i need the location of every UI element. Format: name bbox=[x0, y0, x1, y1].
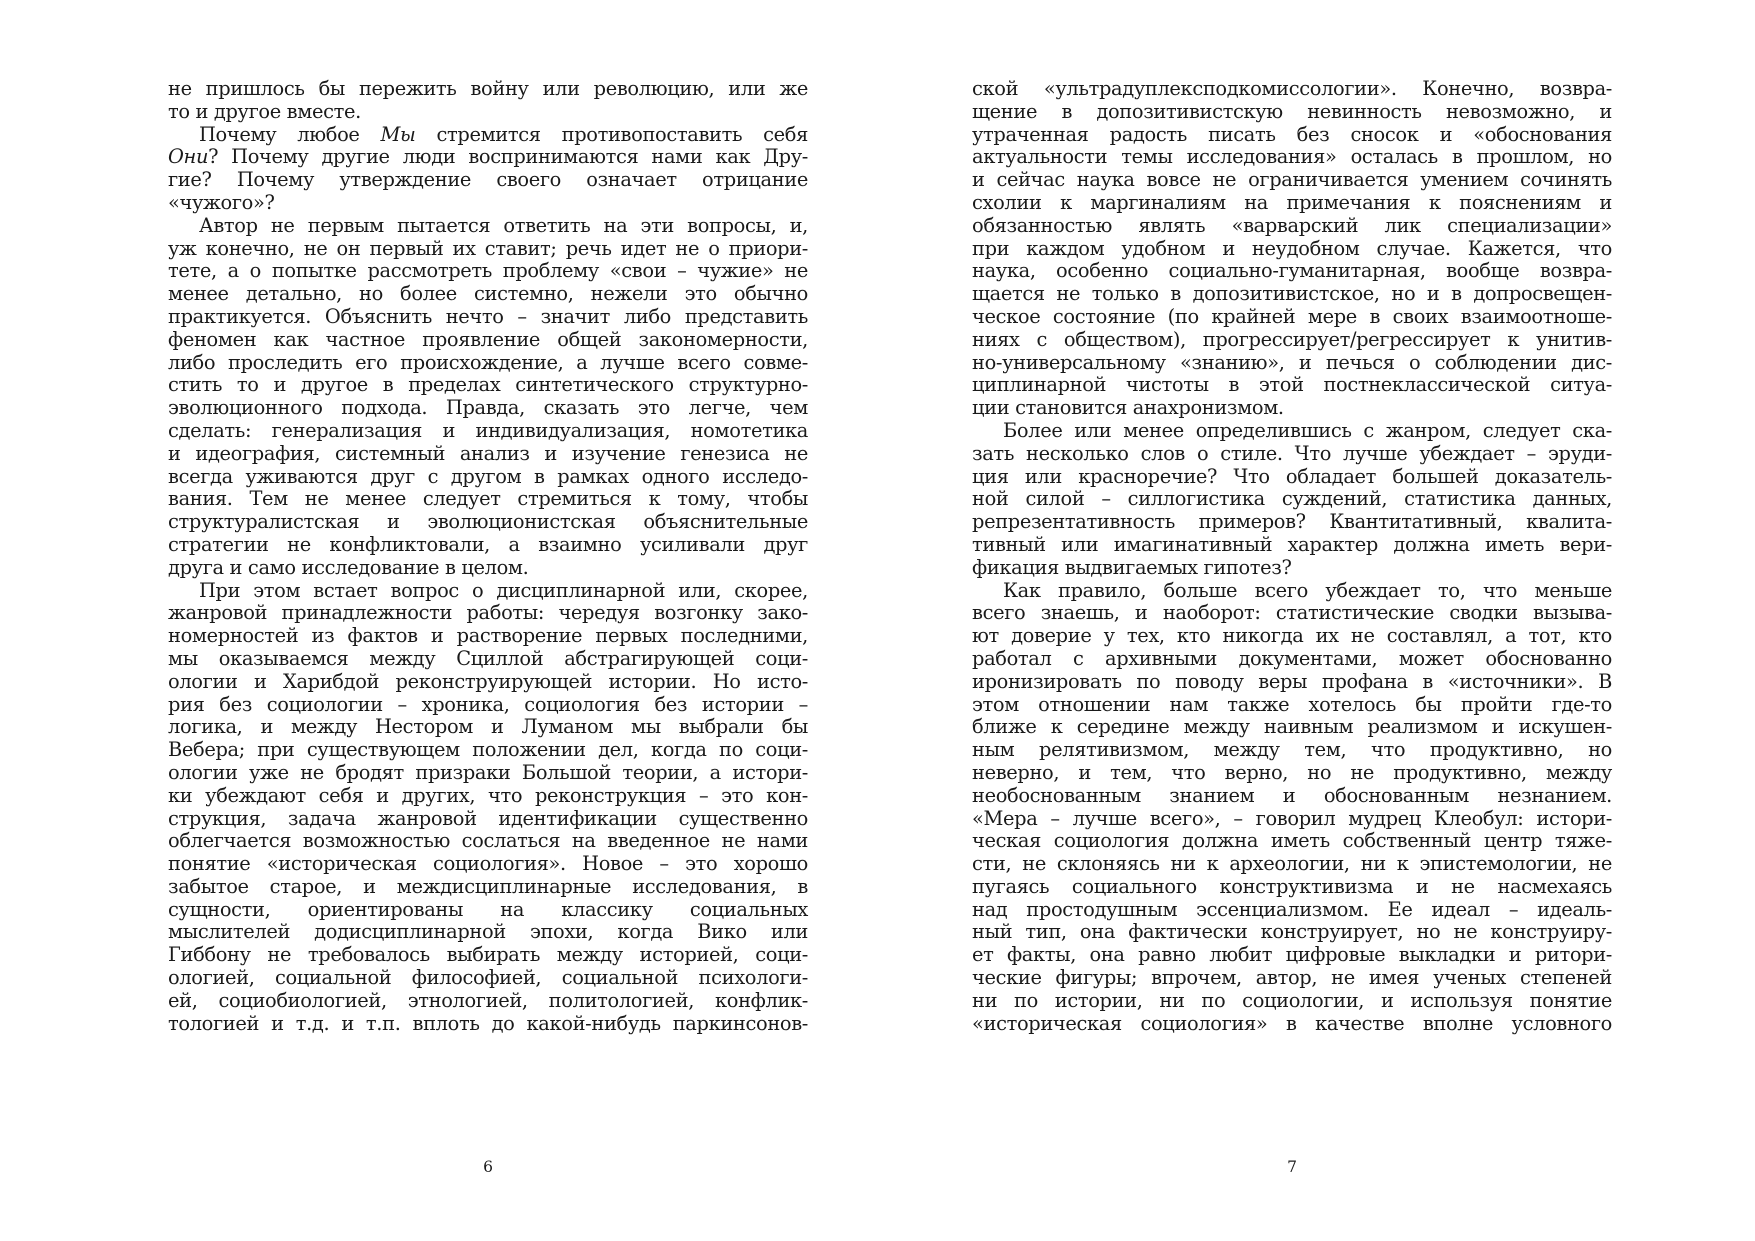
text-line: ным релятивизмом, между тем, что продуктивно, но bbox=[972, 738, 1612, 762]
text-line: Они? Почему другие люди воспринимаются нами как Дру- bbox=[168, 145, 808, 169]
text-line: Более или менее определившись с жанром, следует ска- bbox=[1003, 418, 1612, 442]
text-line: номерностей из фактов и растворение первых последними, bbox=[168, 624, 808, 648]
text-line: ют доверие у тех, кто никогда их не составлял, а тот, кто bbox=[972, 624, 1612, 648]
text-line: понятие «историческая социология». Новое – это хорошо bbox=[168, 852, 808, 876]
text-line: уж конечно, не он первый их ставит; речь идет не о приори- bbox=[168, 236, 808, 260]
text-line: ческие фигуры; впрочем, автор, не имея ученых степеней bbox=[972, 966, 1612, 990]
text-line: практикуется. Объяснить нечто – значит либо представить bbox=[168, 304, 808, 328]
text-line: «Мера – лучше всего», – говорил мудрец Клеобул: истори- bbox=[972, 806, 1612, 830]
text-line: структуралистская и эволюционистская объяснительные bbox=[168, 510, 808, 534]
text-line: ки убеждают себя и других, что реконструкция – это кон- bbox=[168, 783, 808, 807]
text-line: фикация выдвигаемых гипотез? bbox=[972, 555, 1292, 579]
text-line: ческая социология должна иметь собственный центр тяже- bbox=[972, 829, 1612, 853]
left-page bbox=[168, 78, 808, 1178]
text-line: обязанностью являть «варварский лик специализации» bbox=[972, 213, 1612, 237]
text-line: ни по истории, ни по социологии, и используя понятие bbox=[972, 988, 1612, 1012]
text-line: схолии к маргиналиям на примечания к пояснениям и bbox=[972, 190, 1612, 214]
text-line: ниях с обществом), прогрессирует/регрессирует к унитив- bbox=[972, 327, 1612, 351]
text-line: над простодушным эссенциализмом. Ее идеал – идеаль- bbox=[972, 897, 1612, 921]
text-line: Автор не первым пытается ответить на эти вопросы, и, bbox=[199, 213, 808, 237]
text-line: пугаясь социального конструктивизма и не насмехаясь bbox=[972, 874, 1612, 898]
text-line: менее детально, но более системно, нежели это обычно bbox=[168, 282, 808, 306]
text-line: наука, особенно социально-гуманитарная, вообще возвра- bbox=[972, 259, 1612, 283]
text-line: то и другое вместе. bbox=[168, 99, 361, 123]
text-line: либо проследить его происхождение, а лучше всего совме- bbox=[168, 350, 808, 374]
text-line: тете, а о попытке рассмотреть проблему «свои – чужие» не bbox=[168, 259, 808, 283]
text-line: тологией и т.д. и т.п. вплоть до какой-нибудь паркинсонов- bbox=[168, 1011, 808, 1035]
text-line: логика, и между Нестором и Луманом мы выбрали бы bbox=[168, 715, 808, 739]
text-line: необоснованным знанием и обоснованным незнанием. bbox=[972, 783, 1612, 807]
text-line: ческое состояние (по крайней мере в своих взаимоотноше- bbox=[972, 304, 1612, 328]
text-line: при каждом удобном и неудобном случае. Кажется, что bbox=[972, 236, 1612, 260]
page-number-right: 7 bbox=[1287, 1158, 1297, 1176]
text-line: утраченная радость писать без сносок и «обоснования bbox=[972, 122, 1612, 146]
text-line: тивный или имагинативный характер должна иметь вери- bbox=[972, 532, 1612, 556]
text-line: сти, не склоняясь ни к археологии, ни к эпистемологии, не bbox=[972, 852, 1612, 876]
text-line: сделать: генерализация и индивидуализация, номотетика bbox=[168, 418, 808, 442]
text-line: неверно, и тем, что верно, но не продуктивно, между bbox=[972, 760, 1612, 784]
text-line: ей, социобиологией, этнологией, политологией, конфлик- bbox=[168, 988, 808, 1012]
text-line: и сейчас наука вовсе не ограничивается умением сочинять bbox=[972, 168, 1612, 192]
text-line: эволюционного подхода. Правда, сказать это легче, чем bbox=[168, 396, 808, 420]
text-line: ологией, социальной философией, социальной психологи- bbox=[168, 966, 808, 990]
left-page-text bbox=[168, 78, 808, 1035]
text-line: и идеография, системный анализ и изучение генезиса не bbox=[168, 441, 808, 465]
text-line: рия без социологии – хроника, социология без истории – bbox=[168, 692, 808, 716]
text-line: актуальности темы исследования» осталась в прошлом, но bbox=[972, 145, 1612, 169]
text-line: не пришлось бы пережить войну или революцию, или же bbox=[168, 77, 808, 100]
text-line: ской «ультрадуплексподкомиссологии». Конечно, возвра- bbox=[972, 77, 1612, 100]
page-number-left: 6 bbox=[483, 1158, 493, 1176]
text-line: При этом встает вопрос о дисциплинарной или, скорее, bbox=[199, 578, 808, 602]
text-line: ближе к середине между наивным реализмом и искушен- bbox=[972, 715, 1612, 739]
text-line: зать несколько слов о стиле. Что лучше убеждает – эруди- bbox=[972, 441, 1612, 465]
text-line: этом отношении нам также хотелось бы пройти где-то bbox=[972, 692, 1612, 716]
text-line: Вебера; при существующем положении дел, когда по соци- bbox=[168, 738, 808, 762]
text-line: сущности, ориентированы на классику социальных bbox=[168, 897, 808, 921]
text-line: иронизировать по поводу веры профана в «источники». В bbox=[972, 669, 1612, 693]
text-line: гие? Почему утверждение своего означает отрицание bbox=[168, 168, 808, 192]
text-line: щение в допозитивистскую невинность невозможно, и bbox=[972, 99, 1612, 123]
text-line: забытое старое, и междисциплинарные исследования, в bbox=[168, 874, 808, 898]
text-line: всегда уживаются друг с другом в рамках одного исследо- bbox=[168, 464, 808, 488]
text-line: жанровой принадлежности работы: чередуя возгонку зако- bbox=[168, 601, 808, 625]
text-line: ологии и Харибдой реконструирующей истории. Но исто- bbox=[168, 669, 808, 693]
text-line: струкция, задача жанровой идентификации существенно bbox=[168, 806, 808, 830]
text-line: щается не только в допозитивистское, но и в допросвещен- bbox=[972, 282, 1612, 306]
text-line: работал с архивными документами, может обоснованно bbox=[972, 646, 1612, 670]
text-line: вания. Тем не менее следует стремиться к тому, чтобы bbox=[168, 487, 808, 511]
right-page bbox=[972, 78, 1612, 1178]
text-line: репрезентативность примеров? Квантитативный, квалита- bbox=[972, 510, 1612, 534]
text-line: Как правило, больше всего убеждает то, что меньше bbox=[1003, 578, 1612, 602]
text-line: Гиббону не требовалось выбирать между историей, соци- bbox=[168, 943, 808, 967]
text-line: циплинарной чистоты в этой постнеклассической ситуа- bbox=[972, 373, 1612, 397]
text-line: ный тип, она фактически конструирует, но не конструиру- bbox=[972, 920, 1612, 944]
text-line: ции становится анахронизмом. bbox=[972, 396, 1284, 420]
text-line: «чужого»? bbox=[168, 190, 275, 214]
text-line: Почему любое Мы стремится противопоставить себя bbox=[199, 122, 809, 146]
text-line: «историческая социология» в качестве вполне условного bbox=[972, 1011, 1612, 1035]
text-line: ологии уже не бродят призраки Большой теории, а истори- bbox=[168, 760, 808, 784]
text-line: мы оказываемся между Сциллой абстрагирующей соци- bbox=[168, 646, 808, 670]
text-line: стратегии не конфликтовали, а взаимно усиливали друг bbox=[168, 532, 808, 556]
text-line: но-универсальному «знанию», и печься о соблюдении дис- bbox=[972, 350, 1612, 374]
text-line: ет факты, она равно любит цифровые выкладки и ритори- bbox=[972, 943, 1612, 967]
text-line: облегчается возможностью сослаться на введенное не нами bbox=[168, 829, 808, 853]
text-line: ция или красноречие? Что обладает большей доказатель- bbox=[972, 464, 1612, 488]
right-page-text bbox=[972, 78, 1612, 1035]
text-line: всего знаешь, и наоборот: статистические сводки вызыва- bbox=[972, 601, 1612, 625]
text-line: мыслителей додисциплинарной эпохи, когда Вико или bbox=[168, 920, 808, 944]
text-line: друга и само исследование в целом. bbox=[168, 555, 529, 579]
text-line: феномен как частное проявление общей закономерности, bbox=[168, 327, 808, 351]
text-line: стить то и другое в пределах синтетического структурно- bbox=[168, 373, 808, 397]
text-line: ной силой – силлогистика суждений, статистика данных, bbox=[972, 487, 1612, 511]
